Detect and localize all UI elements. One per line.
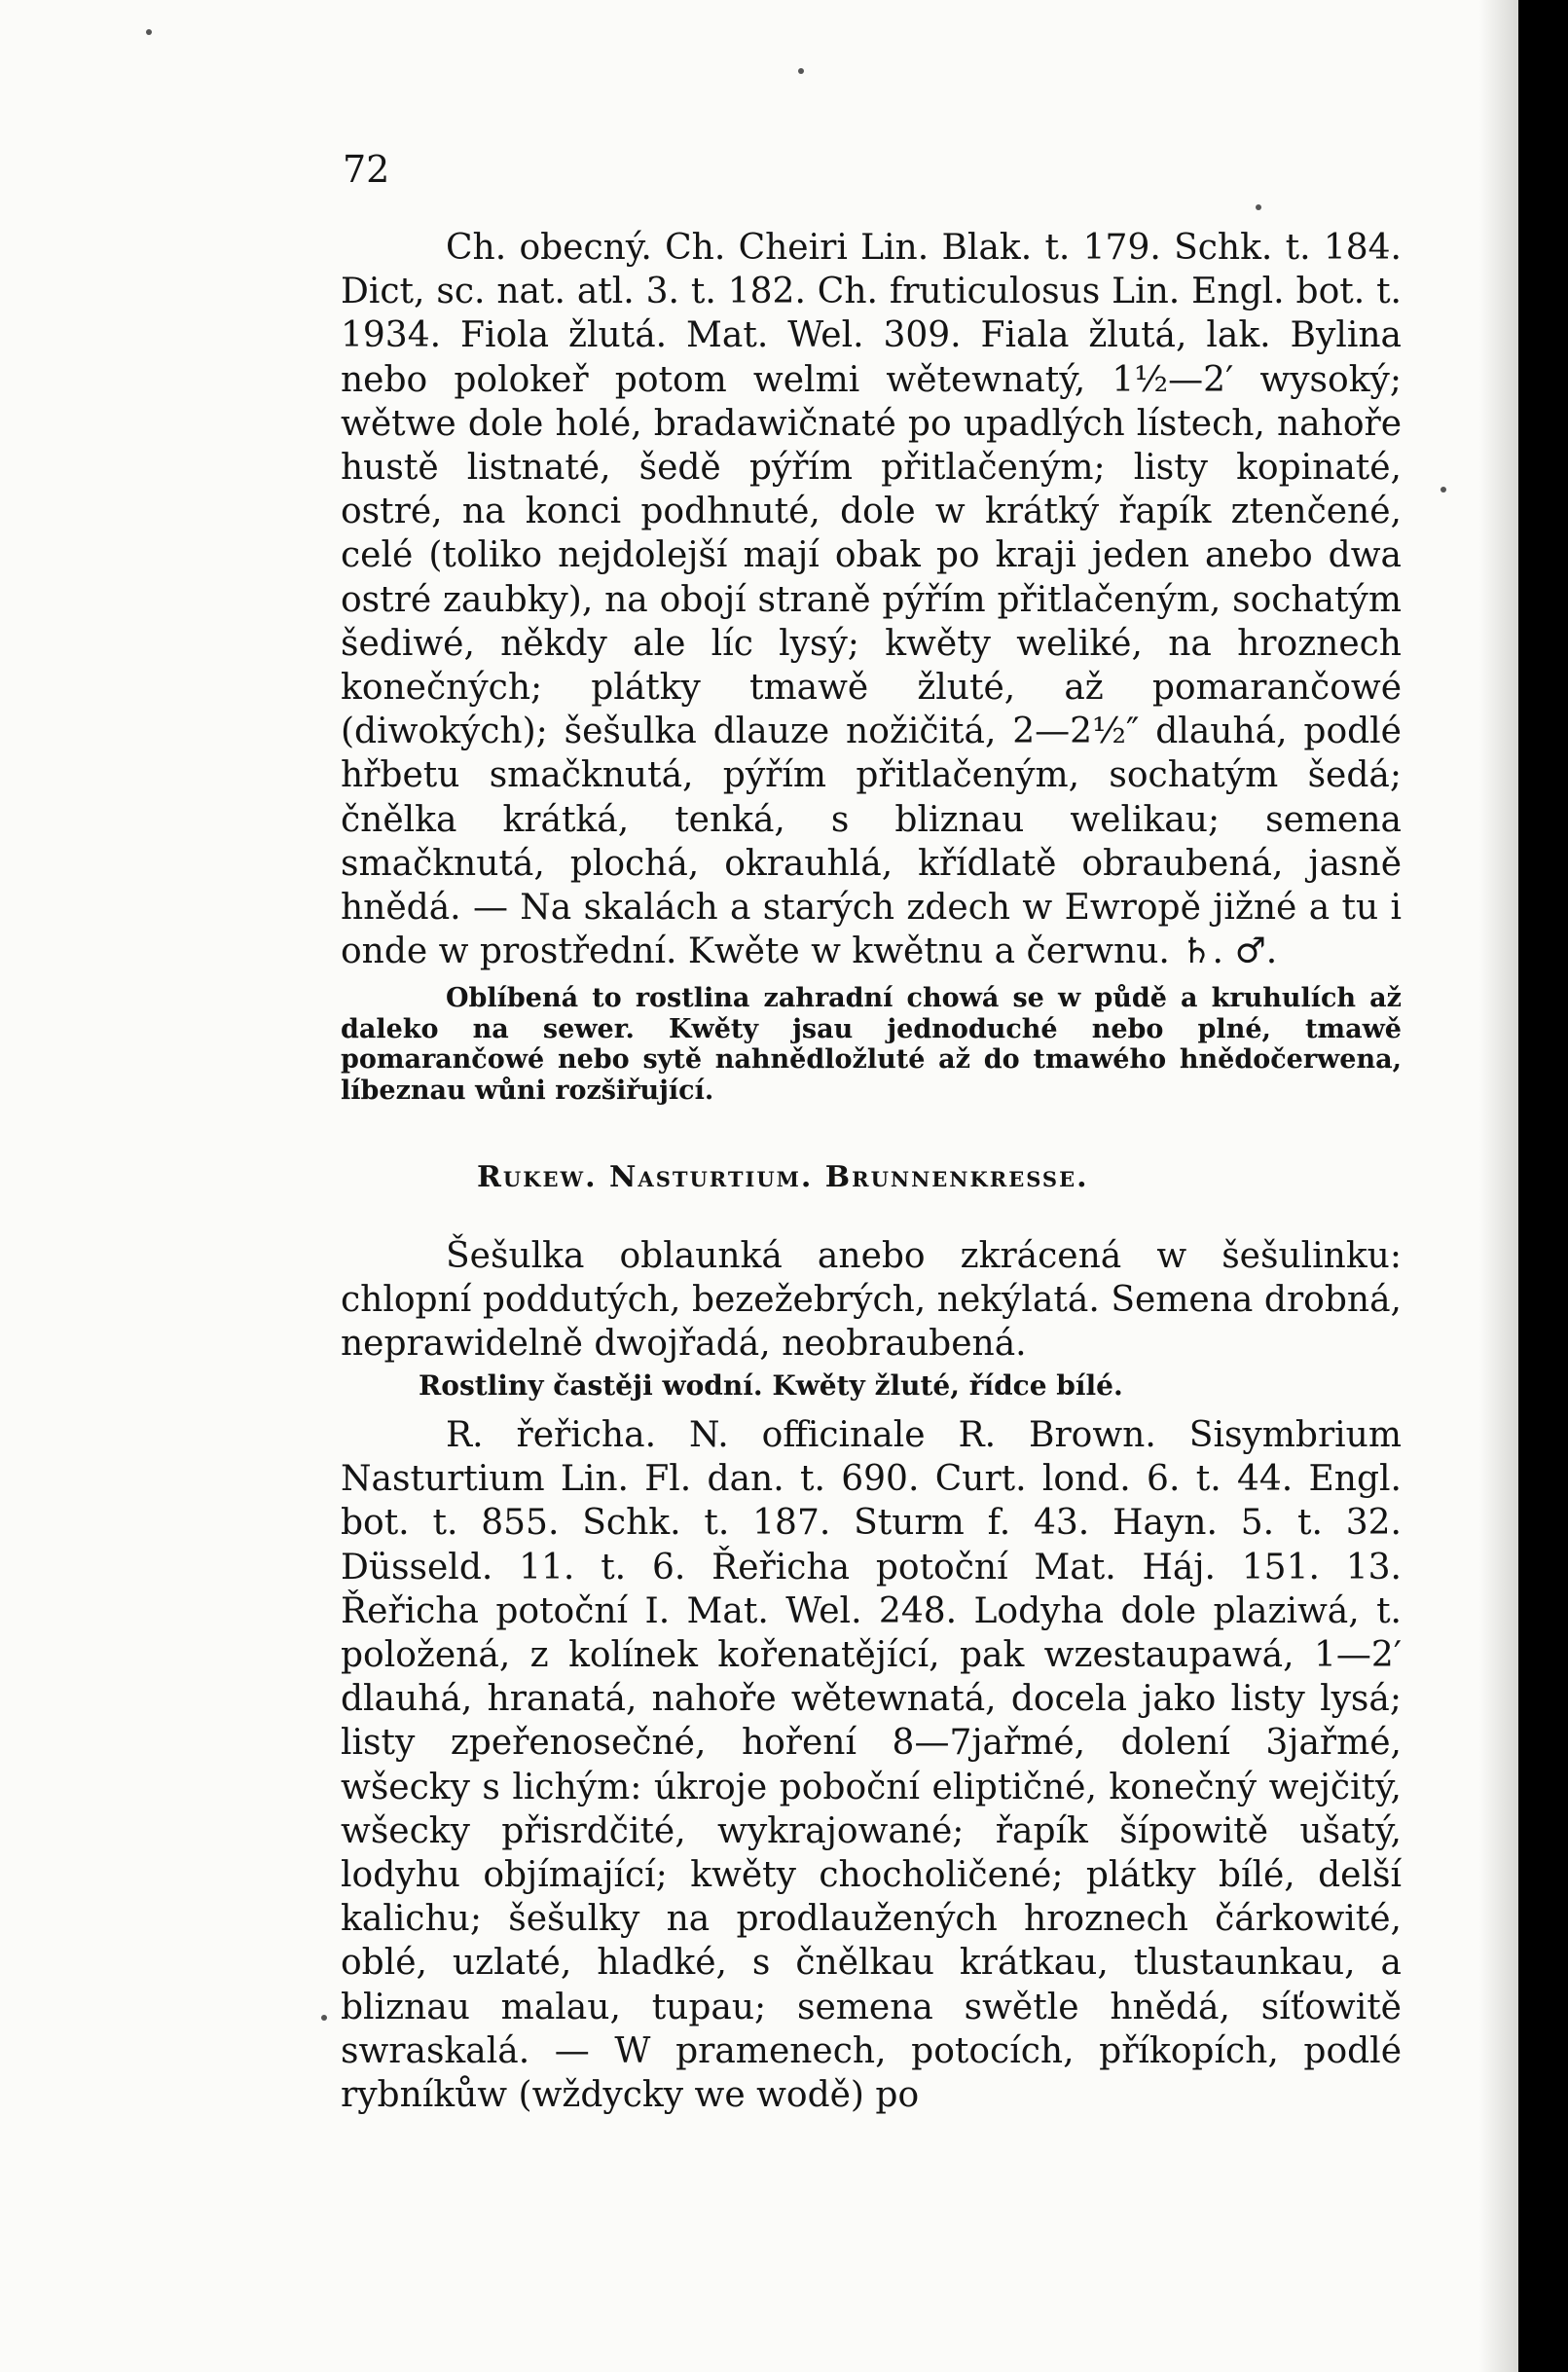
- genus-note-text: Rostliny častěji wodní. Kwěty žluté, řídce bílé.: [419, 1369, 1123, 1402]
- genus-description: [341, 1234, 1402, 1367]
- genus-note: [341, 1370, 1402, 1402]
- dust-speck: [1440, 487, 1446, 493]
- page-number: 72: [343, 148, 390, 191]
- dust-speck: [798, 68, 804, 74]
- genus-description-text: Šešulka oblaunká anebo zkrácená w šešulinku: chlopní poddutých, bezežebrých, nekýlatá. Semena drobná, neprawidelně dwojřadá, neobraubená.: [341, 1236, 1402, 1365]
- entry-text: R. řeřicha. N. officinale R. Brown. Sisymbrium Nasturtium Lin. Fl. dan. t. 690. Curt. lond. 6. t. 44. Engl. bot. t. 855. Schk. t. 187. Sturm f. 43. Hayn. 5. t. 32. Düsseld. 11. t. 6. Řeřicha potoční Mat. Háj. 151. 13. Řeřicha potoční I. Mat. Wel. 248. Lodyha dole plaziwá, t. položená, z kolínek kořenatějící, pak wzestaupawá, 1—2′ dlauhá, hranatá, nahoře wětewnatá, docela jako listy lysá; listy zpeřenosečné, hoření 8—7jařmé, dolení 3jařmé, wšecky s lichým: úkroje poboční eliptičné, konečný wejčitý, wšecky přisrdčité, wykrajowané; řapík šípowitě ušatý, lodyhu objímající; kwěty chocholičené; plátky bílé, delší kalichu; šešulky na prodlaužených hroznech čárkowité, oblé, uzlaté, hladké, s čnělkau krátkau, tlustaunkau, a bliznau malau, tupau; semena swětle hnědá, síťowitě swraskalá. — W pramenech, potocích, příkopích, podlé rybníkůw (wždycky we wodě) po: [341, 1415, 1402, 2116]
- note-cultivation: [341, 983, 1402, 1107]
- note-text: Oblíbená to rostlina zahradní chowá se w půdě a kruhulích až daleko na sewer. Kwěty jsau jednoduché nebo plné, tmawě pomarančowé nebo sytě nahnědložluté až do tmawého hnědočerwena, líbeznau wůni rozšiřující.: [341, 983, 1402, 1107]
- dust-speck: [1256, 204, 1261, 210]
- entry-cheiranthus: [341, 226, 1402, 973]
- entry-nasturtium: [341, 1413, 1402, 2117]
- dust-speck: [321, 2015, 327, 2021]
- scan-border: [1518, 0, 1568, 2372]
- entry-text: Ch. obecný. Ch. Cheiri Lin. Blak. t. 179. Schk. t. 184. Dict, sc. nat. atl. 3. t. 182. Ch. fruticulosus Lin. Engl. bot. t. 1934. Fiola žlutá. Mat. Wel. 309. Fiala žlutá, lak. Bylina nebo polokeř potom welmi wětewnatý, 1½—2′ wysoký; wětwe dole holé, bradawičnaté po upadlých lístech, nahoře hustě listnaté, šedě pýřím přitlačeným; listy kopinaté, ostré, na konci podhnuté, dole w krátký řapík ztenčené, celé (toliko nejdolejší mají obak po kraji jeden anebo dwa ostré zaubky), na obojí straně pýřím přitlačeným, sochatým šediwé, někdy ale líc lysý; kwěty weliké, na hroznech konečných; plátky tmawě žluté, až pomarančowé (diwokých); šešulka dlauze nožičitá, 2—2½″ dlauhá, podlé hřbetu smačknutá, pýřím přitlačeným, sochatým šedá; čnělka krátká, tenká, s bliznau welikau; semena smačknutá, plochá, okrauhlá, křídlatě obraubená, jasně hnědá. — Na skalách a starých zdech w Ewropě jižné a tu i onde w prostřední. Kwěte w kwětnu a čerwnu. ♄. ♂.: [341, 228, 1402, 972]
- page-gutter-shadow: [1479, 0, 1518, 2372]
- genus-heading: Rukew. Nasturtium. Brunnenkresse.: [477, 1160, 1089, 1194]
- dust-speck: [146, 29, 152, 35]
